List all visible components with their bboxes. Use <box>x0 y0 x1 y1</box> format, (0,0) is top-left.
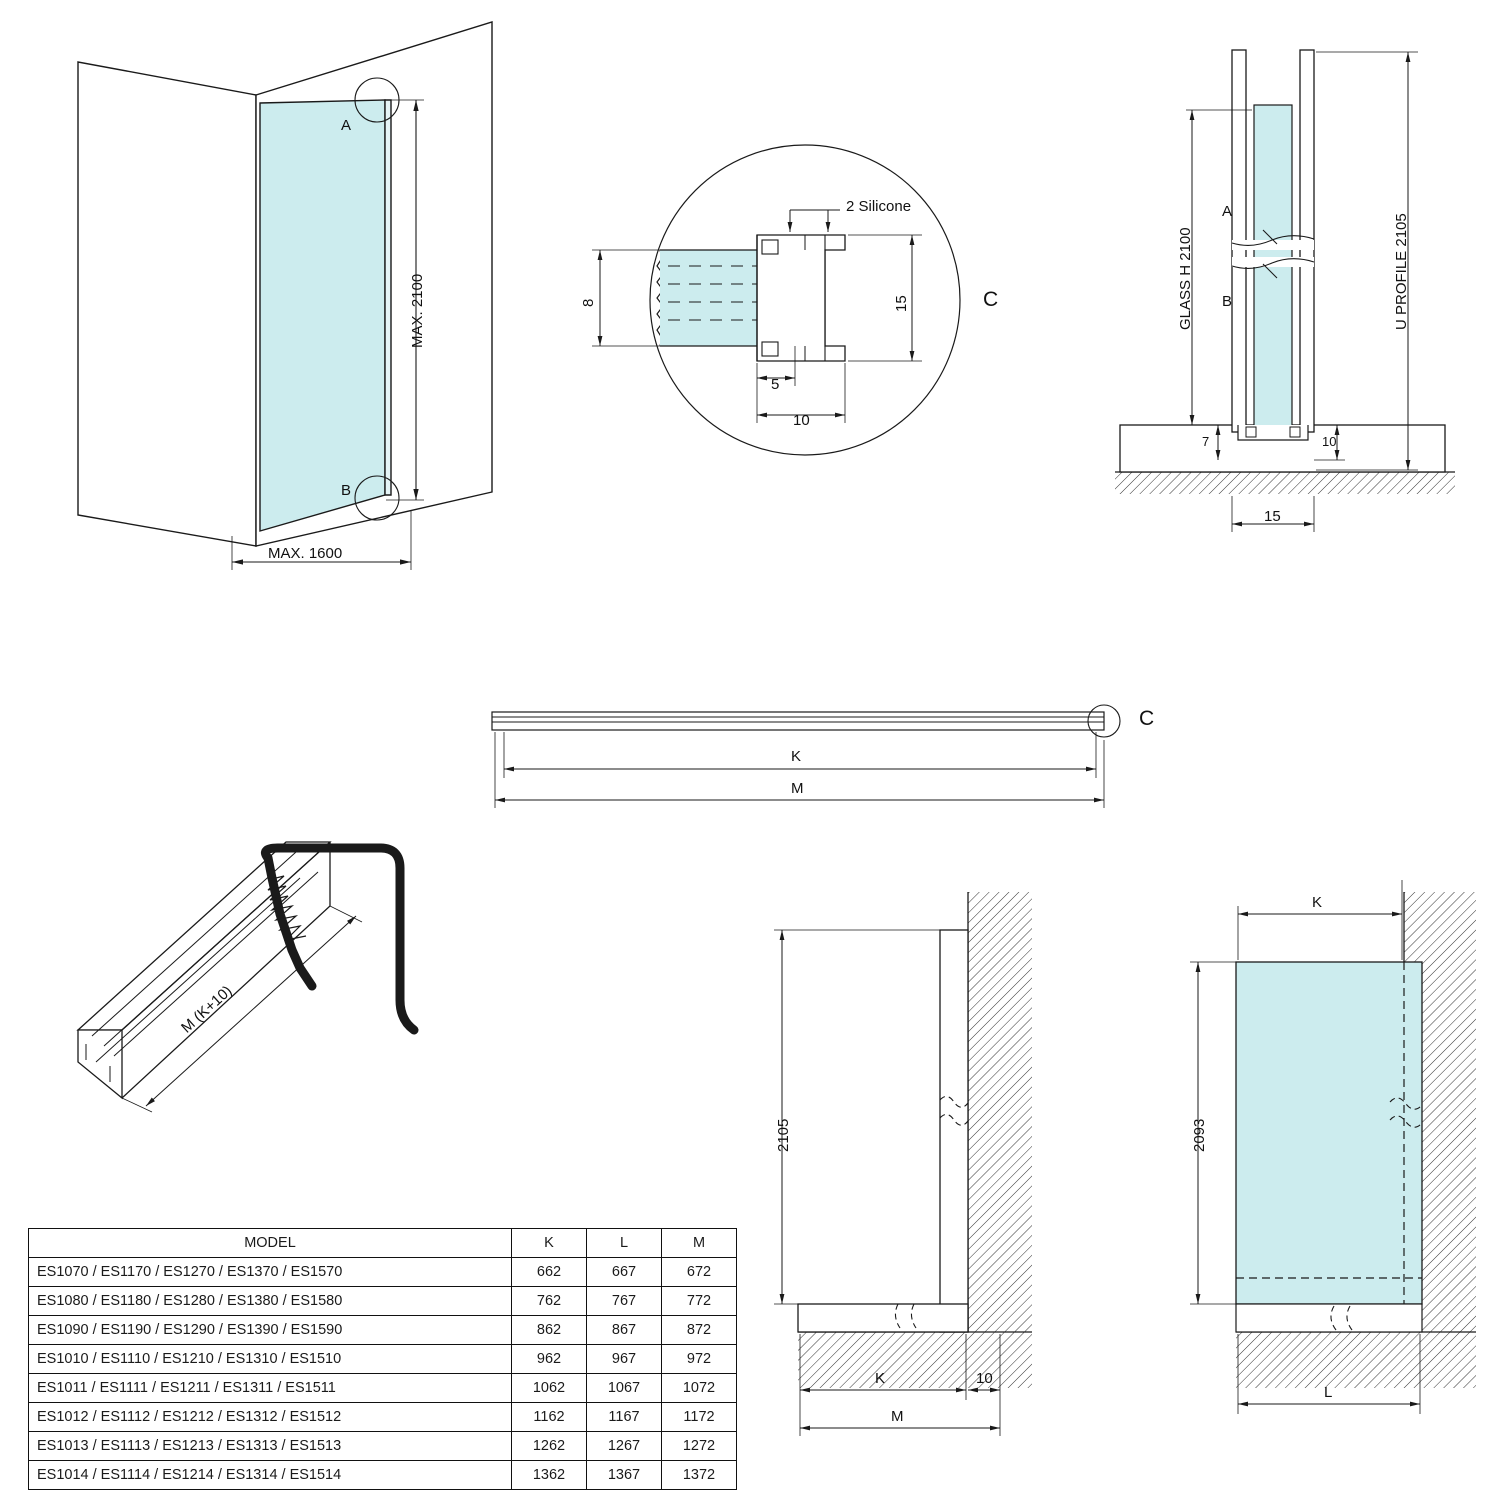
label-detail-b: B <box>341 482 352 499</box>
panel-alcove-view <box>78 22 492 570</box>
cell-k: 962 <box>512 1345 587 1374</box>
dim-panel-width: MAX. 1600 <box>268 545 343 562</box>
callout-c-bar: C <box>1139 707 1155 730</box>
dim-inner-5: 5 <box>771 376 780 393</box>
profile-isometric-view <box>78 842 414 1112</box>
cell-m: 1072 <box>662 1374 737 1403</box>
dim-glass-height: GLASS H 2100 <box>1177 227 1194 330</box>
cell-l: 767 <box>587 1287 662 1316</box>
cell-l: 1267 <box>587 1432 662 1461</box>
dim-glass-height-2093: 2093 <box>1191 1118 1208 1152</box>
cell-k: 1162 <box>512 1403 587 1432</box>
dim-glass-k: K <box>1312 894 1323 911</box>
callout-c-detail: C <box>983 288 999 311</box>
cell-l: 867 <box>587 1316 662 1345</box>
header-model: MODEL <box>29 1229 512 1258</box>
cell-m: 672 <box>662 1258 737 1287</box>
cell-l: 1067 <box>587 1374 662 1403</box>
cell-model: ES1013 / ES1113 / ES1213 / ES1313 / ES1513 <box>29 1432 512 1461</box>
cell-model: ES1070 / ES1170 / ES1270 / ES1370 / ES1570 <box>29 1258 512 1287</box>
table-row <box>29 1287 737 1316</box>
table-row <box>29 1258 737 1287</box>
cell-model: ES1011 / ES1111 / ES1211 / ES1311 / ES1511 <box>29 1374 512 1403</box>
label-detail-a: A <box>341 117 352 134</box>
table-row <box>29 1461 737 1490</box>
dim-base-width: 15 <box>1264 508 1281 525</box>
section-label-a: A <box>1222 203 1233 220</box>
header-m: M <box>662 1229 737 1258</box>
cell-m: 872 <box>662 1316 737 1345</box>
table-row <box>29 1374 737 1403</box>
cell-m: 1272 <box>662 1432 737 1461</box>
dim-profile-height: 10 <box>1322 434 1337 449</box>
dim-outer-10: 10 <box>793 412 810 429</box>
cell-model: ES1014 / ES1114 / ES1214 / ES1314 / ES1514 <box>29 1461 512 1490</box>
dim-wall-m: M <box>891 1408 904 1425</box>
glass-section-view <box>1190 880 1476 1414</box>
table-row <box>29 1403 737 1432</box>
dim-profile-depth: 15 <box>893 295 910 312</box>
cell-k: 762 <box>512 1287 587 1316</box>
dim-glass-thickness: 8 <box>580 298 597 307</box>
cell-m: 1172 <box>662 1403 737 1432</box>
table-row <box>29 1345 737 1374</box>
cell-l: 667 <box>587 1258 662 1287</box>
cell-m: 772 <box>662 1287 737 1316</box>
cell-k: 662 <box>512 1258 587 1287</box>
table-row <box>29 1316 737 1345</box>
cell-model: ES1012 / ES1112 / ES1212 / ES1312 / ES1512 <box>29 1403 512 1432</box>
dim-glass-l: L <box>1324 1384 1333 1401</box>
profile-bar-view <box>492 705 1120 808</box>
cell-k: 1262 <box>512 1432 587 1461</box>
dim-bar-m: M <box>791 780 804 797</box>
cell-model: ES1090 / ES1190 / ES1290 / ES1390 / ES1590 <box>29 1316 512 1345</box>
label-silicone: 2 Silicone <box>846 198 912 215</box>
dim-iso-m: M (K+10) <box>178 982 236 1037</box>
dim-panel-height: MAX. 2100 <box>409 273 426 348</box>
cell-l: 967 <box>587 1345 662 1374</box>
header-l: L <box>587 1229 662 1258</box>
cell-model: ES1010 / ES1110 / ES1210 / ES1310 / ES1510 <box>29 1345 512 1374</box>
wall-section-view <box>774 892 1032 1436</box>
dim-floor-offset: 7 <box>1202 434 1210 449</box>
table-row <box>29 1432 737 1461</box>
cell-k: 1062 <box>512 1374 587 1403</box>
table-header-row <box>29 1229 737 1258</box>
cell-l: 1367 <box>587 1461 662 1490</box>
dim-bar-k: K <box>791 748 802 765</box>
cell-k: 1362 <box>512 1461 587 1490</box>
header-k: K <box>512 1229 587 1258</box>
dim-wall-gap: 10 <box>976 1370 993 1387</box>
cell-l: 1167 <box>587 1403 662 1432</box>
cell-m: 1372 <box>662 1461 737 1490</box>
section-label-b: B <box>1222 293 1233 310</box>
dim-wall-k: K <box>875 1370 886 1387</box>
dim-wall-height: 2105 <box>775 1118 792 1152</box>
model-dimensions-table <box>28 1228 737 1490</box>
dim-u-profile: U PROFILE 2105 <box>1393 213 1410 330</box>
cell-model: ES1080 / ES1180 / ES1280 / ES1380 / ES1580 <box>29 1287 512 1316</box>
cell-m: 972 <box>662 1345 737 1374</box>
cell-k: 862 <box>512 1316 587 1345</box>
